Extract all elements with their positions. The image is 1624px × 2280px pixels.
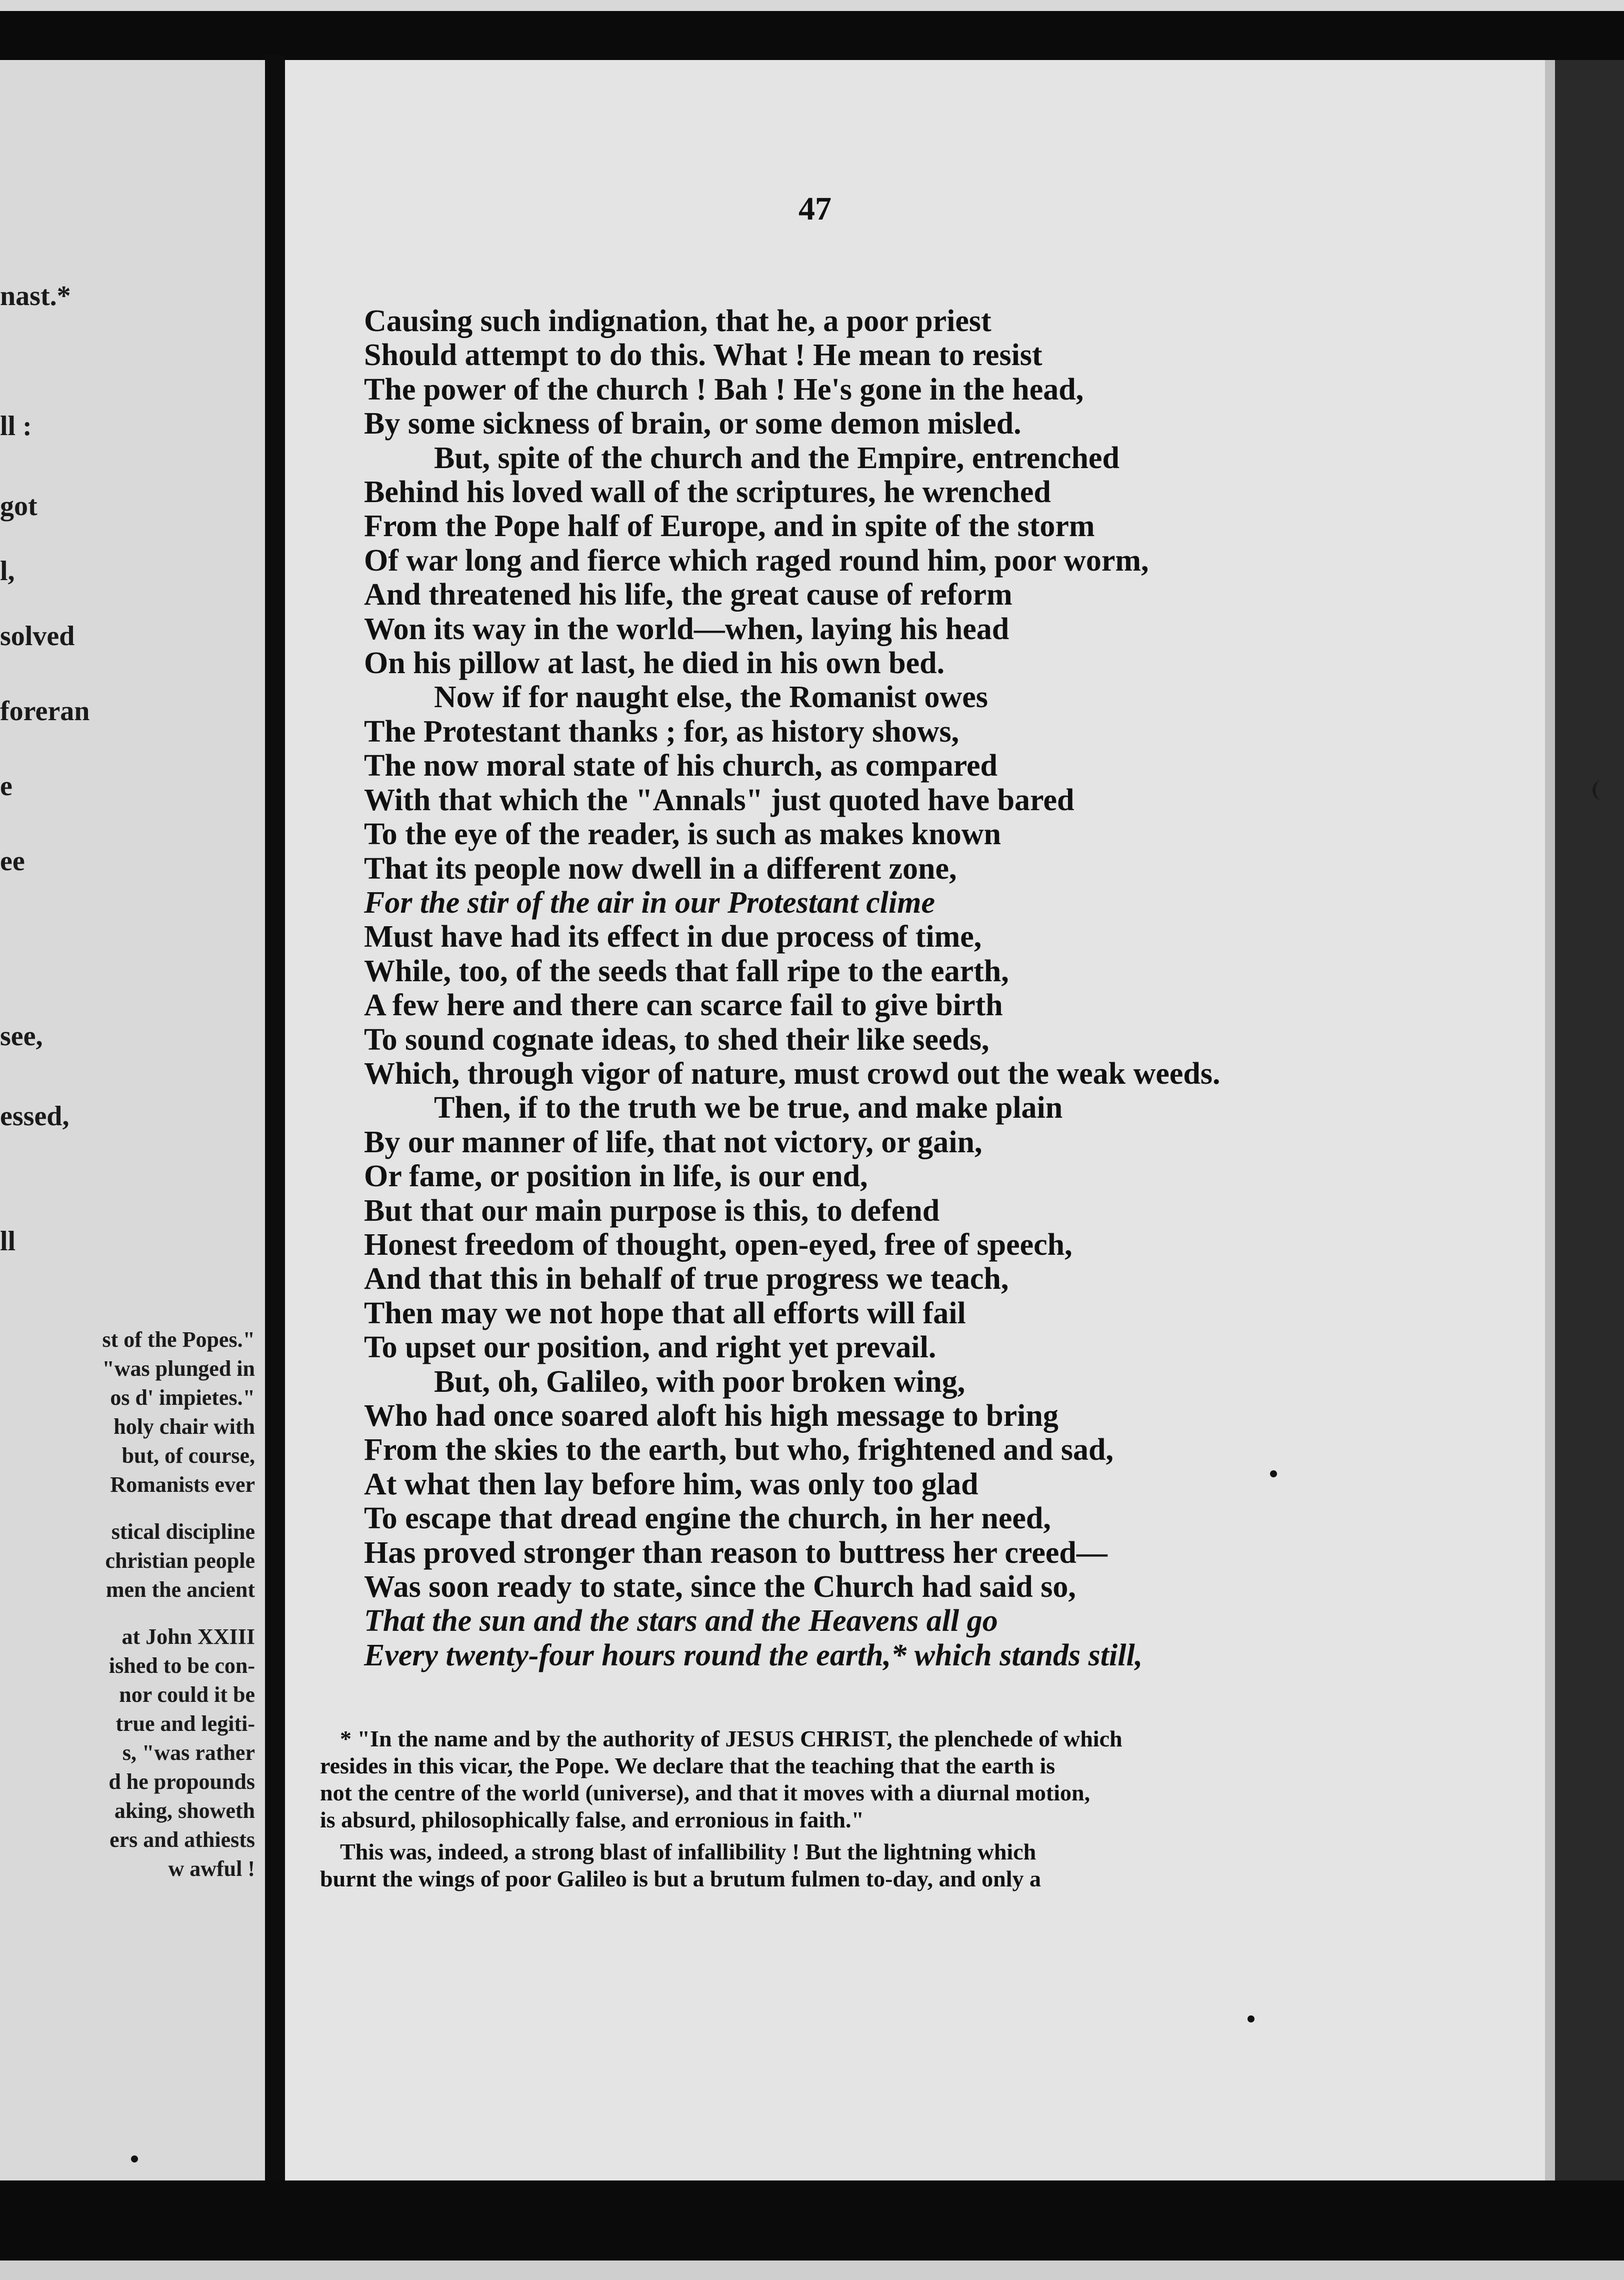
left-note-line: Romanists ever — [110, 1472, 255, 1497]
left-note-line: st of the Popes." — [102, 1327, 255, 1352]
poem-line: Or fame, or position in life, is our end, — [364, 1159, 868, 1194]
left-note-line: nor could it be — [119, 1682, 255, 1707]
left-fragment: nast.* — [0, 281, 71, 312]
poem-line: To the eye of the reader, is such as makes known — [364, 817, 1001, 852]
poem-line: Of war long and fierce which raged round him, poor worm, — [364, 543, 1149, 578]
left-fragment: ll — [0, 1226, 16, 1257]
left-note-line: but, of course, — [122, 1443, 255, 1468]
left-note-line: "was plunged in — [102, 1356, 255, 1381]
poem-line: The now moral state of his church, as compared — [364, 749, 998, 783]
poem-line: That its people now dwell in a different zone, — [364, 851, 957, 886]
poem-line: Won its way in the world—when, laying his head — [364, 612, 1010, 646]
left-note-line: d he propounds — [108, 1769, 255, 1794]
book-gutter — [265, 55, 285, 2185]
poem-line: Behind his loved wall of the scriptures, he wrenched — [364, 475, 1051, 510]
poem-line: A few here and there can scarce fail to give birth — [364, 988, 1003, 1023]
poem-line: But that our main purpose is this, to defend — [364, 1193, 940, 1228]
scan-right-shadow — [1545, 60, 1624, 2185]
left-note-line: s, "was rather — [122, 1740, 255, 1765]
poem-line: From the Pope half of Europe, and in spite of the storm — [364, 509, 1095, 544]
left-note-line: at John XXIII — [122, 1624, 255, 1649]
left-note-line: men the ancient — [106, 1577, 255, 1602]
poem-line: Then may we not hope that all efforts will fail — [364, 1296, 966, 1330]
poem-line: Every twenty-four hours round the earth,* which stands still, — [364, 1638, 1143, 1672]
left-note-line: ers and athiests — [110, 1827, 255, 1852]
poem-line: Was soon ready to state, since the Church had said so, — [364, 1570, 1076, 1604]
left-note-line: holy chair with — [114, 1414, 255, 1439]
poem-body — [364, 304, 1514, 1672]
poem-line: By some sickness of brain, or some demon misled. — [364, 407, 1022, 441]
page-footnotes — [320, 1725, 1325, 1892]
poem-line: Which, through vigor of nature, must crowd out the weak weeds. — [364, 1056, 1220, 1091]
poem-line: Causing such indignation, that he, a poor priest — [364, 304, 992, 338]
poem-line: The Protestant thanks ; for, as history shows, — [364, 714, 960, 749]
left-fragment: solved — [0, 621, 75, 652]
left-note-line: aking, showeth — [114, 1798, 255, 1823]
poem-line: To upset our position, and right yet prevail. — [364, 1330, 936, 1365]
left-note-line: christian people — [105, 1548, 255, 1573]
left-fragment: see, — [0, 1021, 43, 1052]
ink-speck — [131, 2155, 138, 2162]
left-page-footnotes — [0, 1325, 255, 1883]
left-fragment: essed, — [0, 1101, 70, 1132]
left-note-line: os d' impietes." — [110, 1385, 255, 1410]
footnote-line: * "In the name and by the authority of JESUS CHRIST, the plenchede of which — [340, 1726, 1122, 1751]
poem-line: To sound cognate ideas, to shed their like seeds, — [364, 1022, 990, 1057]
poem-line: The power of the church ! Bah ! He's gone in the head, — [364, 372, 1084, 407]
left-fragment: got — [0, 491, 38, 522]
left-fragment: foreran — [0, 696, 90, 727]
facing-page-left — [0, 60, 265, 2185]
page-right-edge — [1545, 60, 1555, 2185]
poem-line: From the skies to the earth, but who, frightened and sad, — [364, 1433, 1114, 1467]
ink-speck — [1270, 1470, 1277, 1477]
poem-line: But, oh, Galileo, with poor broken wing, — [434, 1364, 966, 1399]
poem-line: Honest freedom of thought, open-eyed, free of speech, — [364, 1227, 1072, 1262]
poem-line: And threatened his life, the great cause of reform — [364, 578, 1012, 612]
footnote-line: burnt the wings of poor Galileo is but a brutum fulmen to-day, and only a — [320, 1866, 1041, 1891]
poem-line: But, spite of the church and the Empire, entrenched — [434, 441, 1120, 475]
footnote-line: resides in this vicar, the Pope. We declare that the teaching that the earth is — [320, 1753, 1056, 1778]
left-fragment: e — [0, 771, 12, 802]
left-fragment: l, — [0, 556, 15, 587]
left-note-line: w awful ! — [168, 1856, 255, 1881]
scan-bottom-strip — [0, 2260, 1624, 2280]
poem-line: With that which the "Annals" just quoted have bared — [364, 783, 1074, 817]
poem-line: On his pillow at last, he died in his own bed. — [364, 646, 945, 681]
ink-speck — [1248, 2015, 1254, 2022]
left-fragment: ll : — [0, 411, 32, 442]
left-note-line: ished to be con- — [108, 1653, 255, 1678]
poem-line: Must have had its effect in due process of time, — [364, 920, 982, 954]
left-note-line: stical discipline — [111, 1519, 255, 1544]
poem-line: Should attempt to do this. What ! He mean to resist — [364, 338, 1042, 373]
left-note-line: true and legiti- — [116, 1711, 255, 1736]
footnote-line: not the centre of the world (universe), and that it moves with a diurnal motion, — [320, 1780, 1090, 1805]
poem-line: That the sun and the stars and the Heavens all go — [364, 1604, 998, 1638]
poem-line: Then, if to the truth we be true, and make plain — [434, 1091, 1063, 1125]
poem-line: Has proved stronger than reason to buttress her creed— — [364, 1535, 1108, 1570]
footnote-line: This was, indeed, a strong blast of infallibility ! But the lightning which — [340, 1839, 1036, 1864]
poem-line: For the stir of the air in our Protestant clime — [364, 885, 935, 920]
poem-line: While, too, of the seeds that fall ripe to the earth, — [364, 954, 1009, 988]
poem-line: Who had once soared aloft his high message to bring — [364, 1399, 1058, 1433]
poem-line: At what then lay before him, was only too glad — [364, 1467, 978, 1501]
poem-line: To escape that dread engine the church, in her need, — [364, 1501, 1051, 1536]
page-number: 47 — [798, 191, 832, 227]
scan-edge-mark — [1592, 780, 1610, 800]
poem-line: And that this in behalf of true progress we teach, — [364, 1262, 1009, 1296]
poem-line: By our manner of life, that not victory, or gain, — [364, 1125, 982, 1159]
poem-line: Now if for naught else, the Romanist owes — [434, 680, 988, 715]
footnote-line: is absurd, philosophically false, and erronious in faith." — [320, 1807, 864, 1832]
left-fragment: ee — [0, 846, 25, 877]
scan-top-strip — [0, 0, 1624, 11]
